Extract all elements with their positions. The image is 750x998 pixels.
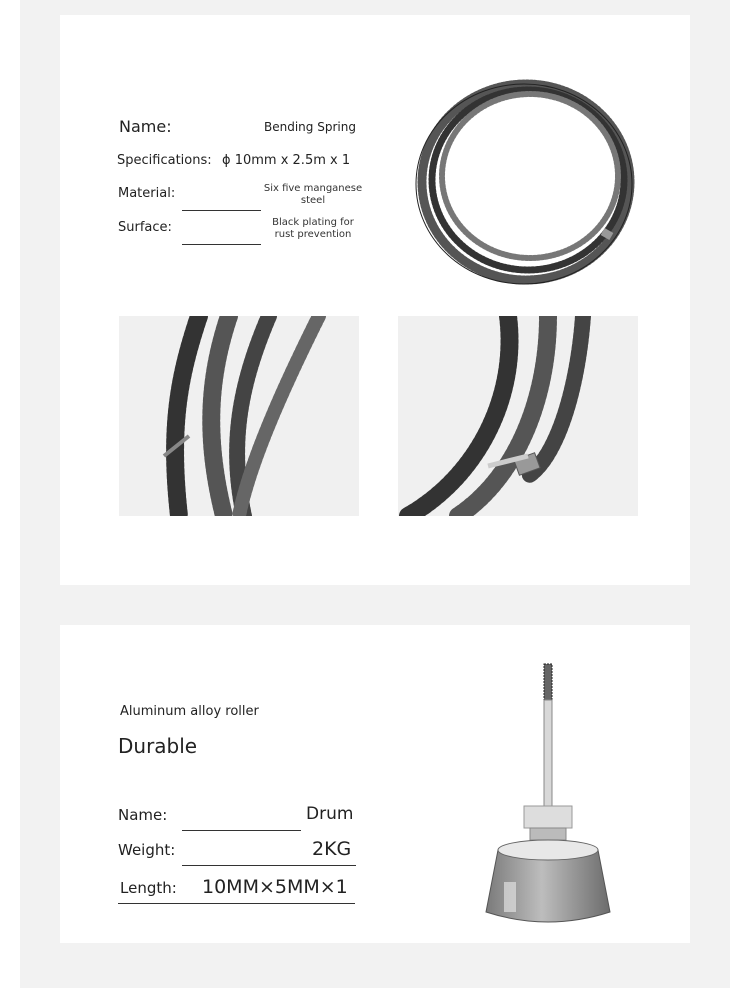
- spring-material-label: Material:: [118, 186, 176, 201]
- material-underline: [182, 210, 261, 211]
- drum-weight-label: Weight:: [118, 841, 176, 859]
- spring-spec-value: ϕ 10mm x 2.5m x 1: [222, 153, 351, 168]
- drum-weight-value: 2KG: [312, 838, 352, 860]
- drum-length-value: 10MM×5MM×1: [202, 876, 348, 898]
- drum-name-value: Drum: [306, 804, 354, 824]
- spring-name-label: Name:: [119, 117, 172, 136]
- drum-weight-underline: [182, 865, 356, 866]
- spring-spec-label: Specifications:: [117, 153, 212, 168]
- drum-title: Durable: [118, 734, 198, 758]
- drum-image: [478, 660, 618, 932]
- drum-name-underline: [182, 830, 301, 831]
- spring-closeup-right-image: [398, 316, 638, 516]
- drum-subtitle: Aluminum alloy roller: [120, 704, 259, 719]
- spring-surface-label: Surface:: [118, 220, 172, 235]
- spring-surface-value: Black plating for rust prevention: [272, 217, 354, 240]
- drum-length-label: Length:: [120, 879, 177, 897]
- spring-closeup-left-image: [119, 316, 359, 516]
- coiled-spring-image: [408, 62, 640, 294]
- spring-name-value: Bending Spring: [264, 120, 356, 134]
- surface-underline: [182, 244, 261, 245]
- spring-material-value: Six five manganese steel: [263, 183, 363, 206]
- drum-name-label: Name:: [118, 806, 168, 824]
- drum-length-underline: [118, 903, 355, 904]
